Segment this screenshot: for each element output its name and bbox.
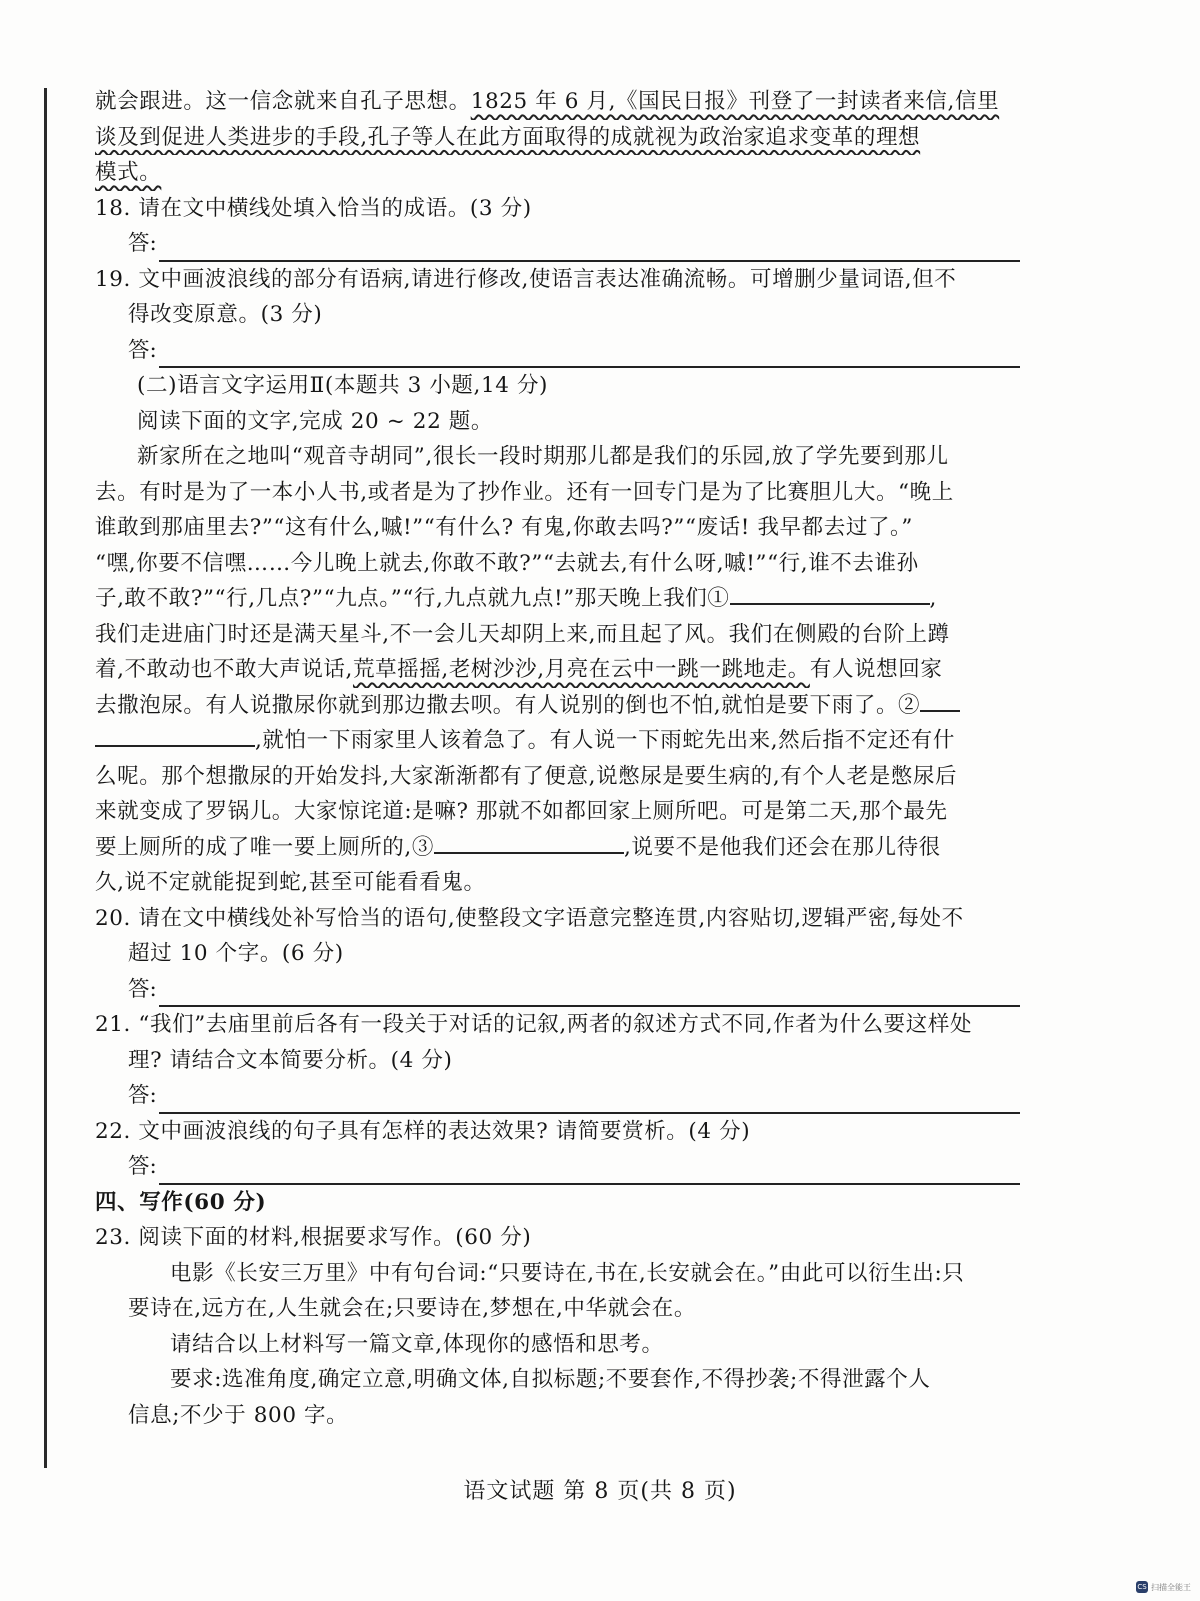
question-21-line-2: 理? 请结合文本简要分析。(4 分) [128,1047,453,1073]
watermark-text: 扫描全能王 [1151,1582,1191,1592]
answer-label: 答: [128,231,157,256]
story-line-5-end: , [929,586,937,611]
passage-end-text: 就会跟进。这一信念就来自孔子思想。 [95,89,471,114]
page-content [95,84,1020,1433]
question-18: 18. 请在文中横线处填入恰当的成语。(3 分) [95,195,532,221]
answer-blank-22[interactable] [159,1157,1020,1185]
cs-logo-icon: CS [1137,1583,1147,1591]
blank-2-part-2[interactable] [95,725,255,747]
blank-3[interactable] [434,832,624,854]
question-23: 23. 阅读下面的材料,根据要求写作。(60 分) [95,1225,532,1250]
story-line-12-a: 要上厕所的成了唯一要上厕所的,③ [95,834,434,860]
answer-blank-19[interactable] [159,340,1020,368]
story-line-8-text: 去撒泡尿。有人说撒尿你就到那边撒去呗。有人说别的倒也不怕,就怕是要下雨了。② [95,692,921,718]
passage-line-3 [95,155,1020,191]
story-line-7-a: 着,不敢动也不敢大声说话, [95,657,353,682]
story-line-12-b: ,说要不是他我们还会在那儿待很 [623,834,941,860]
answer-line-20[interactable] [95,972,1020,1008]
passage-line-1 [95,84,1020,120]
blank-2-part-1[interactable] [920,690,960,712]
answer-label: 答: [128,976,157,1002]
blank-1[interactable] [730,583,930,605]
section-2-instruction: 阅读下面的文字,完成 20 ~ 22 题。 [137,408,494,434]
answer-label: 答: [128,1083,157,1108]
material-line-4: 要求:选准角度,确定立意,明确文体,自拟标题;不要套作,不得抄袭;不得泄露个人 [170,1367,931,1392]
material-line-1: 电影《长安三万里》中有句台词:“只要诗在,书在,长安就会在。”由此可以衍生出:只 [170,1260,965,1286]
story-line-7 [95,652,1020,688]
story-line-5-text: 子,敢不敢?”“行,几点?”“九点。”“行,九点就九点!”那天晚上我们① [95,586,730,611]
answer-label: 答: [128,337,157,363]
material-line-2: 要诗在,远方在,人生就会在;只要诗在,梦想在,中华就会在。 [128,1296,696,1321]
scanner-watermark [1136,1578,1196,1596]
story-line-13: 久,说不定就能捉到蛇,甚至可能看看鬼。 [95,870,486,895]
answer-line-21[interactable] [95,1078,1020,1114]
story-line-11: 来就变成了罗锅儿。大家惊诧道:是嘛? 那就不如都回家上厕所吧。可是第二天,那个最先 [95,799,948,824]
answer-label: 答: [128,1154,157,1179]
story-line-8 [95,688,1020,724]
question-19-line-2: 得改变原意。(3 分) [128,302,323,327]
story-line-12 [95,830,1020,866]
answer-line-22[interactable] [95,1149,1020,1185]
story-line-5 [95,581,1020,617]
wavy-sentence-part-2: 谈及到促进人类进步的手段,孔子等人在此方面取得的成就视为政治家追求变革的理想 [95,124,921,150]
section-4-heading: 四、写作(60 分) [95,1189,267,1215]
story-line-9 [95,723,1020,759]
question-19-line-1: 19. 文中画波浪线的部分有语病,请进行修改,使语言表达准确流畅。可增删少量词语,但不 [95,266,957,292]
answer-line-19[interactable] [95,333,1020,369]
answer-blank-18[interactable] [159,234,1020,262]
story-line-6: 我们走进庙门时还是满天星斗,不一会儿天却阴上来,而且起了风。我们在侧殿的台阶上蹲 [95,621,950,647]
question-22: 22. 文中画波浪线的句子具有怎样的表达效果? 请简要赏析。(4 分) [95,1118,751,1144]
wavy-sentence-story: 荒草摇摇,老树沙沙,月亮在云中一跳一跳地走。 [352,657,810,682]
section-2-heading: (二)语言文字运用Ⅱ(本题共 3 小题,14 分) [137,373,549,398]
story-line-10: 么呢。那个想撒尿的开始发抖,大家渐渐都有了便意,说憋尿是要生病的,有个人老是憋尿后 [95,763,958,789]
material-line-5: 信息;不少于 800 字。 [128,1402,349,1428]
answer-blank-20[interactable] [159,979,1020,1007]
wavy-sentence-part-3: 模式。 [95,160,162,185]
story-line-2: 去。有时是为了一本小人书,或者是为了抄作业。还有一回专门是为了比赛胆儿大。“晚上 [95,479,954,505]
answer-blank-21[interactable] [159,1086,1020,1114]
story-line-3: 谁敢到那庙里去?”“这有什么,嘁!”“有什么? 有鬼,你敢去吗?”“废话! 我早都去过了。” [95,515,913,540]
story-line-9-text: ,就怕一下雨家里人该着急了。有人说一下雨蛇先出来,然后指不定还有什 [255,728,955,753]
story-line-7-b: 有人说想回家 [809,657,943,682]
answer-line-18[interactable] [95,226,1020,262]
wavy-sentence-part-1: 1825 年 6 月,《国民日报》刊登了一封读者来信,信里 [470,89,1000,114]
story-line-1: 新家所在之地叫“观音寺胡同”,很长一段时期那儿都是我们的乐园,放了学先要到那儿 [137,444,949,469]
question-21-line-1: 21. “我们”去庙里前后各有一段关于对话的记叙,两者的叙述方式不同,作者为什么要这样处 [95,1012,973,1037]
question-20-line-1: 20. 请在文中横线处补写恰当的语句,使整段文字语意完整连贯,内容贴切,逻辑严密,每处不 [95,905,964,931]
question-20-line-2: 超过 10 个字。(6 分) [128,941,344,966]
story-line-4: “嘿,你要不信嘿……今儿晚上就去,你敢不敢?”“去就去,有什么呀,嘁!”“行,谁不去谁孙 [95,550,919,576]
binding-margin-line [44,88,47,1468]
page-footer: 语文试题 第 8 页(共 8 页) [463,1479,737,1504]
material-line-3: 请结合以上材料写一篇文章,体现你的感悟和思考。 [170,1331,664,1357]
